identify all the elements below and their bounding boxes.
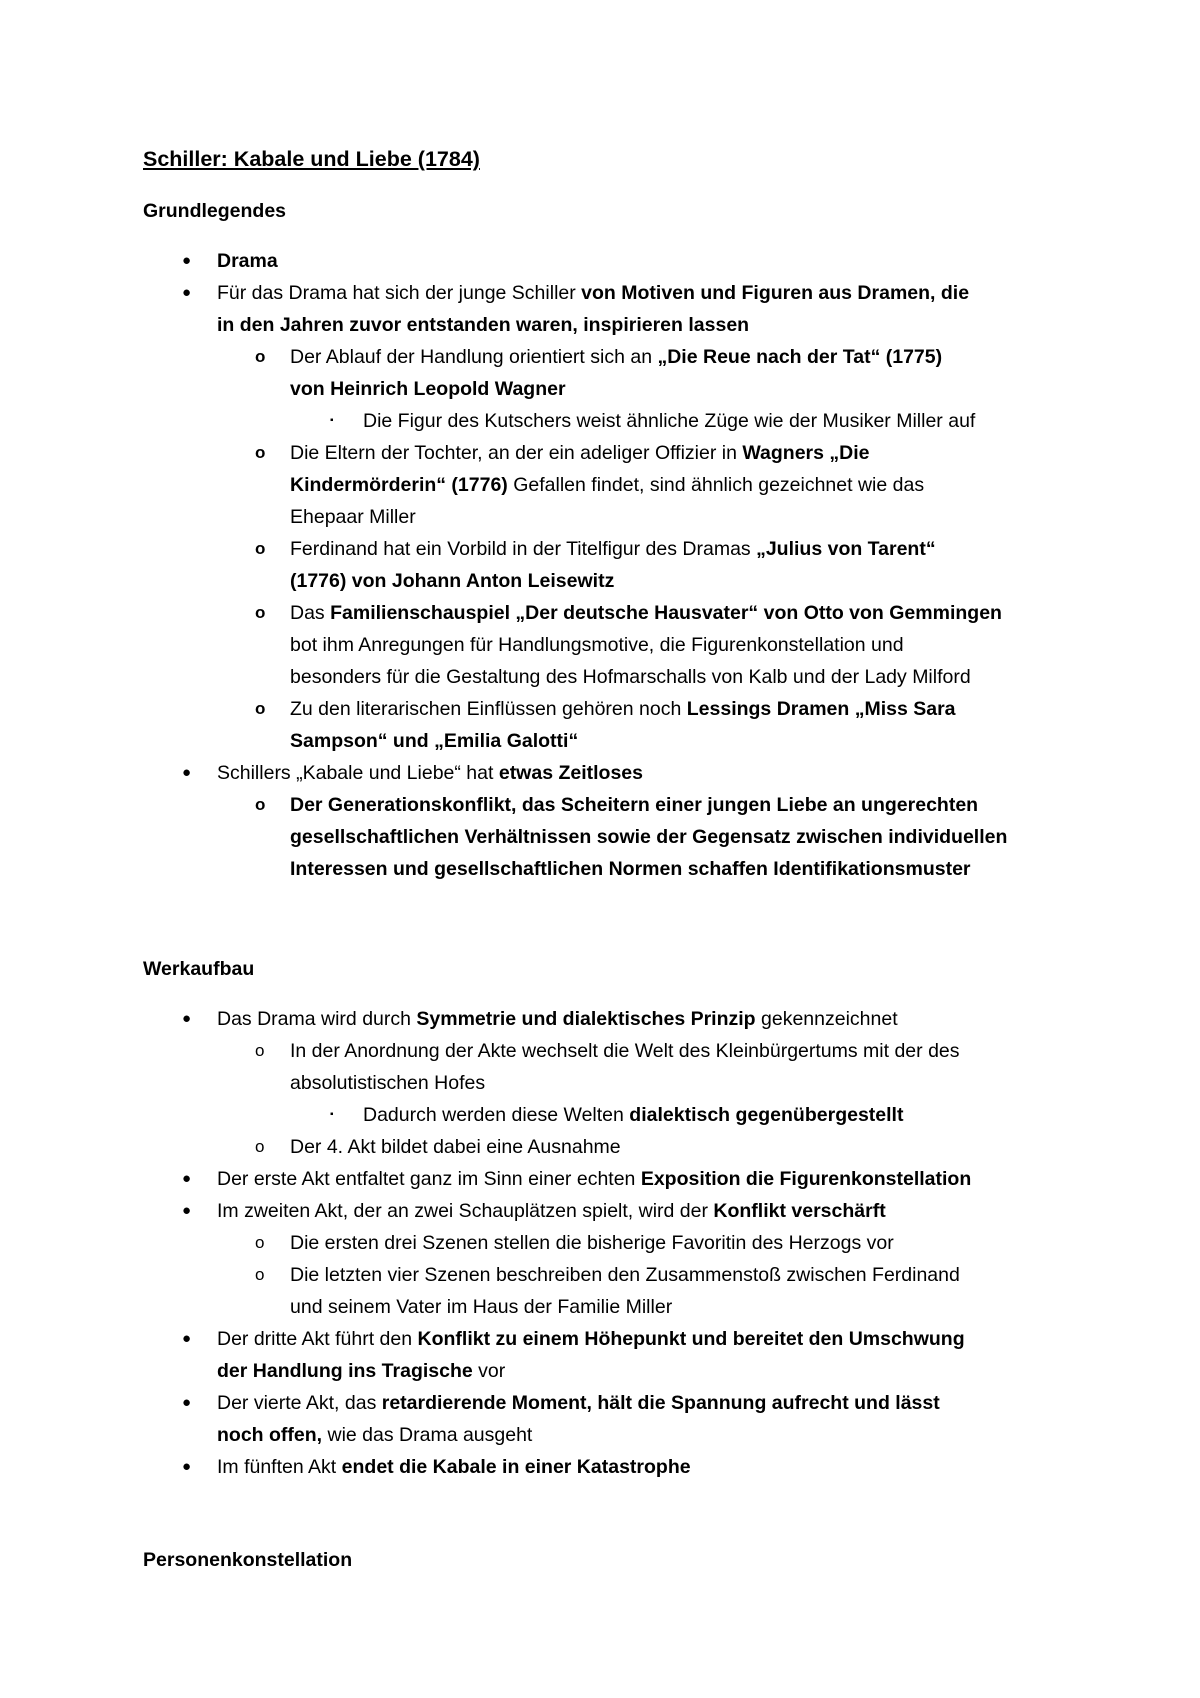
list-item: Das Familienschauspiel „Der deutsche Hausvater“ von Otto von Gemmingen: [290, 602, 1002, 624]
list-item-continuation: in den Jahren zuvor entstanden waren, inspirieren lassen: [217, 314, 750, 336]
list-item: Schillers „Kabale und Liebe“ hat etwas Zeitloses: [217, 762, 643, 784]
bullet-square: ▪: [330, 415, 334, 426]
bullet-disc: ●: [182, 1202, 192, 1219]
bullet-disc: ●: [182, 284, 192, 301]
bullet-circle: o: [255, 443, 266, 462]
list-item-continuation: gesellschaftlichen Verhältnissen sowie der Gegensatz zwischen individuellen: [290, 826, 1008, 848]
section-heading-werkaufbau: Werkaufbau: [143, 958, 255, 980]
list-item: Der Ablauf der Handlung orientiert sich an „Die Reue nach der Tat“ (1775): [290, 346, 943, 368]
section-heading-grundlegendes: Grundlegendes: [143, 200, 287, 222]
list-item-continuation: (1776) von Johann Anton Leisewitz: [290, 570, 615, 592]
list-item: Die ersten drei Szenen stellen die bisherige Favoritin des Herzogs vor: [290, 1232, 894, 1254]
list-item-continuation: Kindermörderin“ (1776) Gefallen findet, sind ähnlich gezeichnet wie das: [290, 474, 925, 496]
list-item-continuation: von Heinrich Leopold Wagner: [290, 378, 566, 400]
bullet-circle: o: [255, 795, 266, 814]
list-item-continuation: bot ihm Anregungen für Handlungsmotive, die Figurenkonstellation und: [290, 634, 904, 656]
list-item: Die Figur des Kutschers weist ähnliche Züge wie der Musiker Miller auf: [363, 410, 976, 432]
list-item: Drama: [217, 250, 278, 272]
bullet-disc: ●: [182, 764, 192, 781]
list-item: In der Anordnung der Akte wechselt die Welt des Kleinbürgertums mit der des: [290, 1040, 960, 1062]
list-item: Der 4. Akt bildet dabei eine Ausnahme: [290, 1136, 621, 1158]
list-item-continuation: der Handlung ins Tragische vor: [217, 1360, 506, 1382]
list-item: Ferdinand hat ein Vorbild in der Titelfigur des Dramas „Julius von Tarent“: [290, 538, 936, 560]
bullet-circle: o: [255, 603, 266, 622]
list-item-continuation: Interessen und gesellschaftlichen Normen schaffen Identifikationsmuster: [290, 858, 971, 880]
bullet-disc: ●: [182, 1394, 192, 1411]
bullet-disc: ●: [182, 1458, 192, 1475]
document-title: Schiller: Kabale und Liebe (1784): [143, 147, 480, 171]
list-item: Die letzten vier Szenen beschreiben den Zusammenstoß zwischen Ferdinand: [290, 1264, 960, 1286]
list-item: Dadurch werden diese Welten dialektisch gegenübergestellt: [363, 1104, 904, 1126]
list-item: Für das Drama hat sich der junge Schiller von Motiven und Figuren aus Dramen, die: [217, 282, 970, 304]
bullet-circle: o: [255, 1137, 265, 1156]
list-item-continuation: noch offen, wie das Drama ausgeht: [217, 1424, 533, 1446]
section-heading-personenkonstellation: Personenkonstellation: [143, 1549, 353, 1571]
list-item: Der erste Akt entfaltet ganz im Sinn einer echten Exposition die Figurenkonstellation: [217, 1168, 972, 1190]
bullet-disc: ●: [182, 252, 192, 269]
list-item: Der Generationskonflikt, das Scheitern einer jungen Liebe an ungerechten: [290, 794, 979, 816]
bullet-circle: o: [255, 347, 266, 366]
bullet-circle: o: [255, 699, 266, 718]
bullet-circle: o: [255, 1041, 265, 1060]
list-item: Die Eltern der Tochter, an der ein adeliger Offizier in Wagners „Die: [290, 442, 870, 464]
list-item-continuation: besonders für die Gestaltung des Hofmarschalls von Kalb und der Lady Milford: [290, 666, 971, 688]
bullet-circle: o: [255, 539, 266, 558]
list-item: Zu den literarischen Einflüssen gehören noch Lessings Dramen „Miss Sara: [290, 698, 956, 720]
bullet-circle: o: [255, 1233, 265, 1252]
bullet-disc: ●: [182, 1010, 192, 1027]
list-item-continuation: absolutistischen Hofes: [290, 1072, 486, 1094]
list-item-continuation: Ehepaar Miller: [290, 506, 416, 528]
list-item-continuation: Sampson“ und „Emilia Galotti“: [290, 730, 579, 752]
list-item: Das Drama wird durch Symmetrie und dialektisches Prinzip gekennzeichnet: [217, 1008, 898, 1030]
bullet-circle: o: [255, 1265, 265, 1284]
bullet-disc: ●: [182, 1330, 192, 1347]
list-item: Im zweiten Akt, der an zwei Schauplätzen spielt, wird der Konflikt verschärft: [217, 1200, 886, 1222]
list-item: Im fünften Akt endet die Kabale in einer Katastrophe: [217, 1456, 691, 1478]
list-item-continuation: und seinem Vater im Haus der Familie Miller: [290, 1296, 673, 1318]
bullet-disc: ●: [182, 1170, 192, 1187]
list-item: Der vierte Akt, das retardierende Moment, hält die Spannung aufrecht und lässt: [217, 1392, 940, 1414]
list-item: Der dritte Akt führt den Konflikt zu einem Höhepunkt und bereitet den Umschwung: [217, 1328, 965, 1350]
bullet-square: ▪: [330, 1109, 334, 1120]
